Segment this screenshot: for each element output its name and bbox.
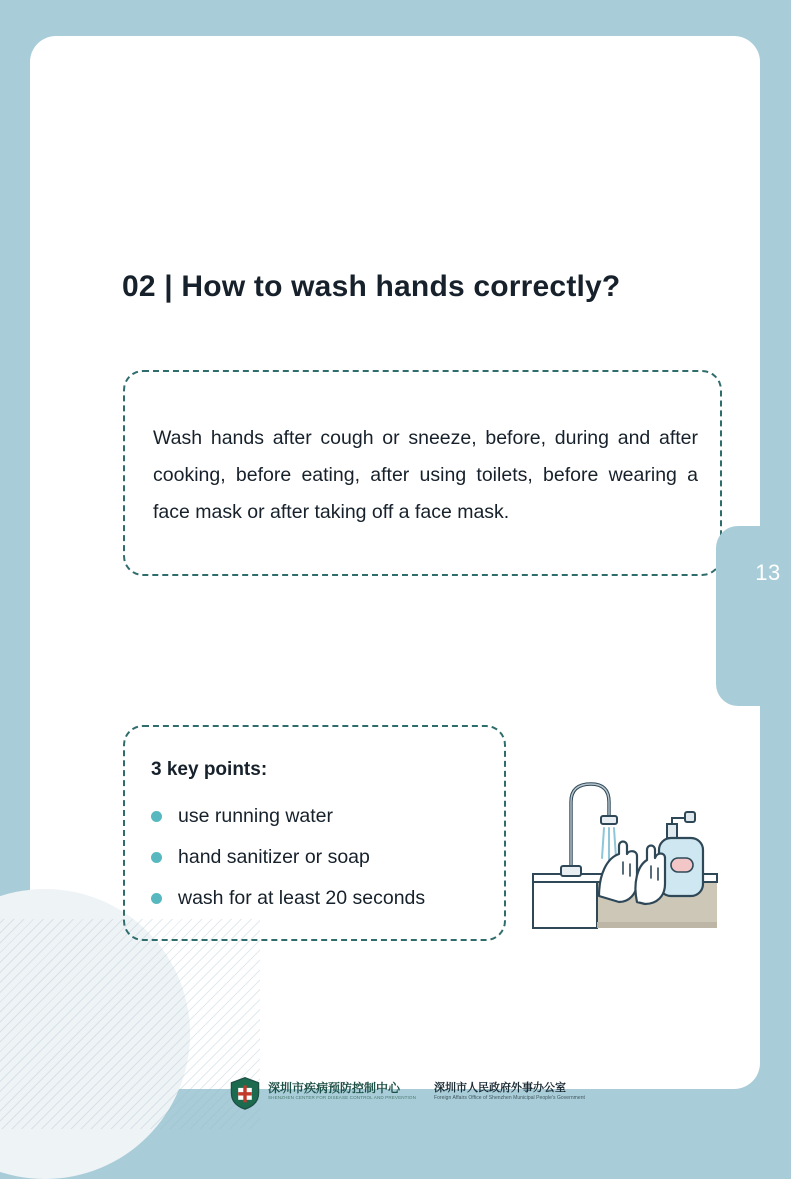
footer-org1-en: SHENZHEN CENTER FOR DISEASE CONTROL AND PREVENTION [268, 1095, 417, 1100]
list-item [151, 887, 425, 910]
list-item [151, 805, 333, 828]
key-point-label: wash for at least 20 seconds [178, 887, 426, 909]
page-number: 13 [755, 560, 781, 585]
bullet-icon [151, 852, 162, 863]
decorative-stripes [0, 919, 260, 1129]
page-title: 02 | How to wash hands correctly? [122, 270, 621, 304]
intro-box [123, 370, 722, 576]
handwashing-sink-illustration [533, 762, 717, 940]
page-number-tab [716, 526, 760, 706]
bullet-icon [151, 893, 162, 904]
content-card [30, 36, 760, 1101]
list-item [151, 846, 370, 869]
key-point-label: use running water [178, 805, 334, 827]
key-points-box [123, 725, 506, 941]
cdc-shield-logo-icon [228, 1076, 262, 1110]
key-point-label: hand sanitizer or soap [178, 846, 370, 868]
footer-org2-cn: 深圳市人民政府外事办公室 [434, 1082, 566, 1094]
footer-org2-en: Foreign Affairs Office of Shenzhen Municipal People's Government [434, 1095, 585, 1101]
intro-text: Wash hands after cough or sneeze, before, during and after cooking, before eating, after using toilets, before wearing a face mask or after taking off a face mask. [153, 426, 698, 523]
key-points-heading: 3 key points: [151, 759, 268, 780]
footer-org1-cn: 深圳市疾病预防控制中心 [268, 1081, 401, 1095]
bullet-icon [151, 811, 162, 822]
